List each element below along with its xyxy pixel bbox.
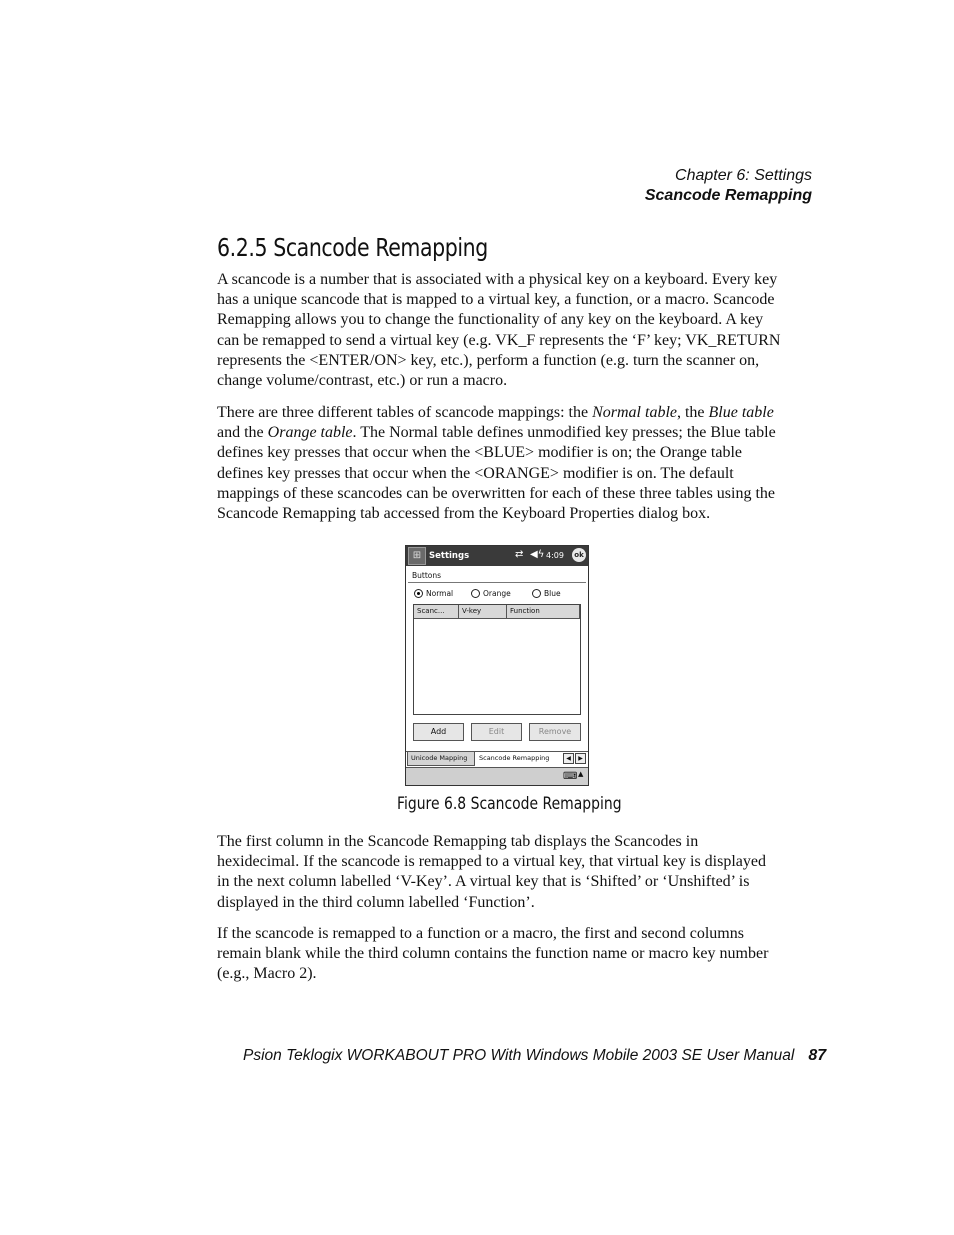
add-button[interactable]: Add (413, 723, 464, 741)
manual-title: Psion Teklogix WORKABOUT PRO With Windows Mobile 2003 SE User Manual (243, 1047, 795, 1064)
ok-button[interactable]: ok (572, 548, 586, 562)
section-divider (408, 582, 586, 583)
window-title: Settings (429, 551, 470, 561)
buttons-section-label: Buttons (412, 571, 442, 580)
edit-button[interactable]: Edit (471, 723, 522, 741)
input-menu-arrow-icon[interactable]: ▲ (578, 770, 584, 778)
section-title: 6.2.5 Scancode Remapping (217, 233, 488, 262)
running-header-chapter: Chapter 6: Settings (675, 167, 812, 184)
tab-scroll-left-icon[interactable]: ◀ (563, 753, 574, 764)
column-header-scancode[interactable]: Scanc... (414, 605, 459, 619)
tab-scroll (563, 753, 587, 764)
tab-unicode-mapping[interactable]: Unicode Mapping (407, 752, 475, 766)
page-number: 87 (808, 1047, 827, 1064)
paragraph-function-macro: If the scancode is remapped to a function or a macro, the first and second columns remain blank while the third column contains the function name or macro key number (e.g., Macro 2). (217, 925, 769, 983)
paragraph-tables-text-4: . The Normal table defines unmodified key presses; the Blue table defines key presses that occur when the <BLUE> modifier is on; the Orange table defines key presses that occur when the <ORANGE> modifier is on. The default mappings of these scancodes can be overwritten for each of these three tables using the Scancode Remapping tab accessed from the Keyboard Properties dialog box. (217, 424, 776, 523)
paragraph-columns: The first column in the Scancode Remapping tab displays the Scancodes in hexidecimal. If the scancode is remapped to a virtual key, that virtual key is displayed in the next column labelled ‘V-Key’. A virtual key that is ‘Shifted’ or ‘Unshifted’ is displayed in the third column labelled ‘Function’. (217, 833, 766, 911)
radio-orange[interactable] (471, 589, 511, 598)
menu-bar (406, 767, 588, 786)
paragraph-intro: A scancode is a number that is associated with a physical key on a keyboard. Every key has a unique scancode that is mapped to a virtual key, a function, or a macro. Scancode Remapping allows you to change the functionality of any key on the keyboard. A key can be remapped to send a virtual key (e.g. VK_F represents the ‘F’ key; VK_RETURN represents the <ENTER/ON> key, etc.), perform a function (e.g. turn the scanner on, change volume/contrast, etc.) or run a macro. (217, 271, 781, 390)
scancode-list[interactable] (413, 604, 581, 715)
page-footer (243, 1047, 826, 1065)
running-header-section: Scancode Remapping (644, 187, 812, 204)
radio-blue-label: Blue (544, 589, 561, 598)
speaker-icon[interactable]: ◀ϟ (530, 549, 545, 560)
windows-start-icon[interactable]: ⊞ (408, 547, 426, 565)
tab-scancode-remapping[interactable]: Scancode Remapping (476, 752, 560, 766)
figure-caption: Figure 6.8 Scancode Remapping (397, 794, 622, 814)
column-header-vkey[interactable]: V-key (459, 605, 507, 619)
keyboard-icon[interactable]: ⌨ (563, 771, 578, 782)
radio-blue[interactable] (532, 589, 561, 598)
radio-empty-icon (532, 589, 541, 598)
remove-button[interactable]: Remove (529, 723, 581, 741)
paragraph-tables-text-3: and the (217, 424, 268, 442)
radio-normal[interactable] (414, 589, 453, 598)
settings-screenshot (405, 545, 589, 786)
tab-scroll-right-icon[interactable]: ▶ (575, 753, 586, 764)
title-bar (406, 546, 588, 566)
tab-strip (406, 751, 588, 767)
orange-table-term: Orange table (267, 424, 353, 442)
radio-empty-icon (471, 589, 480, 598)
normal-table-term: Normal table (592, 404, 677, 421)
radio-normal-label: Normal (426, 589, 454, 598)
blue-table-term: Blue table (708, 404, 774, 421)
sync-arrows-icon: ⇄ (515, 549, 524, 560)
paragraph-tables-text-2: , the (676, 404, 709, 421)
paragraph-tables (217, 403, 782, 524)
column-header-function[interactable]: Function (507, 605, 580, 619)
paragraph-tables-text-1: There are three different tables of scancode mappings: the (217, 404, 593, 421)
radio-orange-label: Orange (483, 589, 511, 598)
clock-time: 4:09 (546, 551, 564, 560)
radio-selected-icon (414, 589, 423, 598)
